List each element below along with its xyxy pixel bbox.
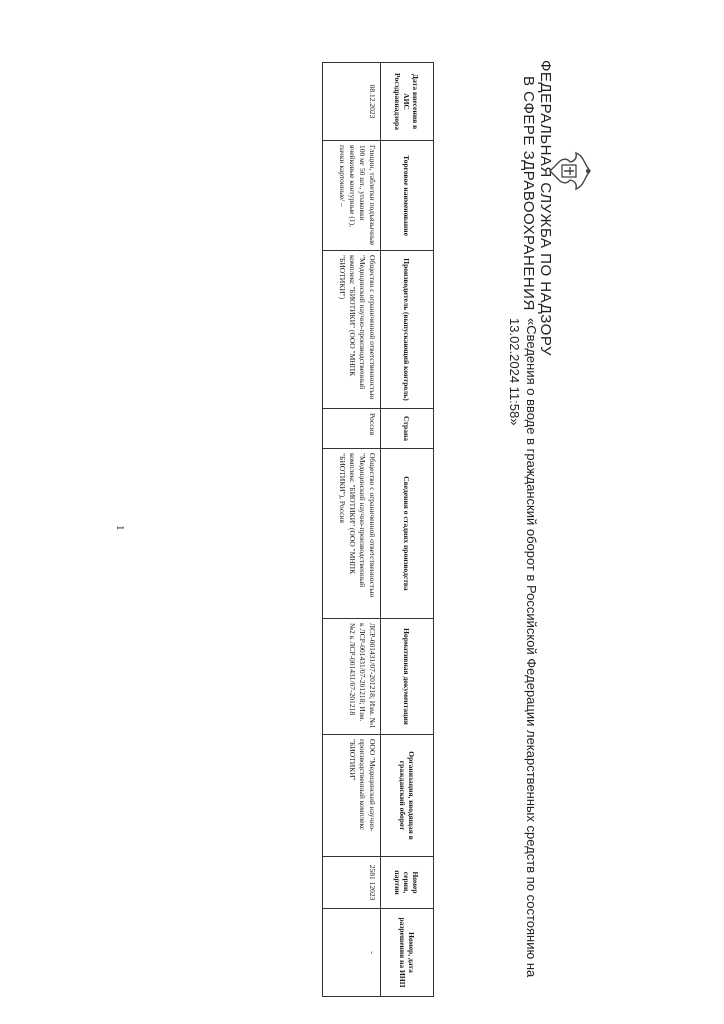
agency-name-line-2: В СФЕРЕ ЗДРАВООХРАНЕНИЯ	[520, 76, 537, 311]
cell-manufacturer: Общество с ограниченной ответственностью "Медицинский научно-производственный комплекс "БИОТИКИ" (ООО "МНПК "БИОТИКИ")	[323, 251, 381, 409]
roszdravnadzor-emblem-icon	[546, 150, 594, 192]
page-number: 1	[114, 525, 126, 531]
header-trade-name: Торговое наименование	[381, 141, 434, 251]
header-permit: Номер, дата разрешения на ИНП	[381, 909, 434, 997]
table-row	[323, 63, 381, 997]
header-country: Страна	[381, 409, 434, 449]
cell-trade-name: Глицин, таблетки подъязычные 100 мг 50 шт., упаковки ячейковые контурные (1), пачки картонные/ –	[323, 141, 381, 251]
header-date: Дата внесения в АИС Росздравнадзора	[381, 63, 434, 141]
header-docs: Нормативная документация	[381, 619, 434, 735]
cell-batch: 2581 12023	[323, 857, 381, 909]
cell-organization: ООО "Медицинский научно-производственный комплекс "БИОТИКИ"	[323, 735, 381, 857]
agency-header	[520, 60, 554, 356]
cell-stages: Общество с ограниченной ответственностью "Медицинский научно-производственный комплекс "БИОТИКИ" (ООО "МНПК "БИОТИКИ"), Россия	[323, 449, 381, 619]
cell-date: 08.12.2023	[323, 63, 381, 141]
document-title: «Сведения о вводе в гражданский оборот в Российской Федерации лекарственных средств по состоянию на 13.02.2024 11:58»	[507, 318, 539, 978]
header-stages: Сведения о стадиях производства	[381, 449, 434, 619]
cell-country: Россия	[323, 409, 381, 449]
table-header-row	[381, 63, 434, 997]
cell-docs: ЛСР-001431/07-201218; Изм. №1 к ЛСР-001431/07-201218; Изм. №2 к ЛСР-001431/07-201218	[323, 619, 381, 735]
medicine-batch-table	[322, 62, 434, 997]
agency-name-line-1: ФЕДЕРАЛЬНАЯ СЛУЖБА ПО НАДЗОРУ	[537, 60, 554, 357]
cell-permit: -	[323, 909, 381, 997]
header-organization: Организация, вводящая в гражданский оборот	[381, 735, 434, 857]
header-batch: Номер серии, партии	[381, 857, 434, 909]
header-manufacturer: Производитель (выпускающий контроль)	[381, 251, 434, 409]
